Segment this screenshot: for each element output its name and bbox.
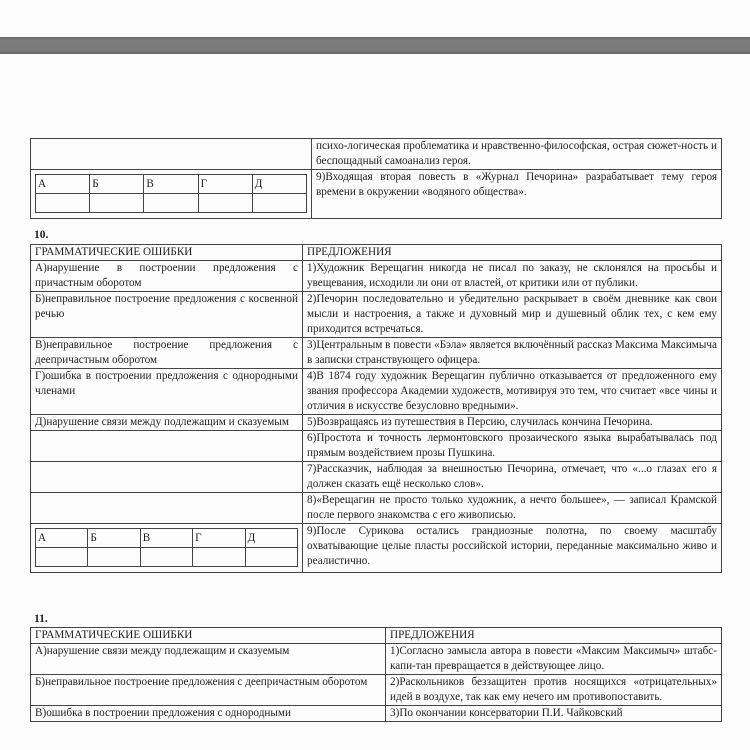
answer-box[interactable] [88, 548, 140, 567]
column-header: ПРЕДЛОЖЕНИЯ [386, 628, 722, 644]
answer-letter: А [36, 529, 88, 548]
sentence-cell: 3)Центральным в повести «Бэла» является включённый рассказ Максима Максимыча в записки странствующего офицера. [303, 338, 722, 369]
answer-box[interactable] [90, 194, 144, 213]
answer-box[interactable] [140, 548, 192, 567]
viewer-top-bar [0, 37, 750, 54]
answer-grid [35, 174, 307, 213]
error-cell: В)неправильное построение предложения с деепричастным оборотом [31, 338, 303, 369]
table-row [31, 415, 722, 431]
column-header: ПРЕДЛОЖЕНИЯ [303, 245, 722, 261]
answer-box[interactable] [144, 194, 198, 213]
answer-letter: Г [198, 175, 252, 194]
prev-task-table [30, 138, 722, 219]
sentence-cell: 6)Простота и точность лермонтовского прозаического языка вырабатывалась под прямым воздействием прозы Пушкина. [303, 431, 722, 462]
task10-table [30, 244, 722, 573]
task-number: 10. [34, 229, 49, 241]
sentence-cell: 5)Возвращаясь из путешествия в Персию, случилась кончина Печорина. [303, 415, 722, 431]
answer-box[interactable] [198, 194, 252, 213]
answer-grid [35, 528, 298, 567]
answer-box[interactable] [193, 548, 245, 567]
table-row [31, 261, 722, 292]
sentence-cell: 4)В 1874 году художник Верещагин публично отказывается от предложенного ему звания профессора Академии художеств, мотивируя это тем, что считает «все чины и отличия в искусстве безусловно вредными». [303, 369, 722, 415]
error-cell: А)нарушение в построении предложения с причастным оборотом [31, 261, 303, 292]
empty-cell [31, 139, 312, 170]
error-cell: Б)неправильное построение предложения с деепричастным оборотом [31, 675, 386, 706]
answer-letter: Б [88, 529, 140, 548]
answer-box[interactable] [36, 194, 90, 213]
sentence-cell: 1)Согласно замысла автора в повести «Максим Максимыч» штабс-капи-тан превращается в действующее лицо. [386, 644, 722, 675]
table-row [31, 524, 722, 573]
answer-letter: Б [90, 175, 144, 194]
answer-box[interactable] [36, 548, 88, 567]
error-cell: Б)неправильное построение предложения с косвенной речью [31, 292, 303, 338]
table-row [31, 369, 722, 415]
column-header: ГРАММАТИЧЕСКИЕ ОШИБКИ [31, 245, 303, 261]
empty-cell [31, 493, 303, 524]
answer-letter: А [36, 175, 90, 194]
answer-grid-cell [31, 524, 303, 573]
sentence-cell: 7)Рассказчик, наблюдая за внешностью Печорина, отмечает, что «...о глазах его я должен сказать ещё несколько слов». [303, 462, 722, 493]
empty-cell [31, 462, 303, 493]
table-row [31, 493, 722, 524]
error-cell: В)ошибка в построении предложения с однородными [31, 706, 386, 722]
column-header: ГРАММАТИЧЕСКИЕ ОШИБКИ [31, 628, 386, 644]
task11-table [30, 627, 722, 722]
answer-box[interactable] [252, 194, 306, 213]
answer-letter: В [144, 175, 198, 194]
table-header-row [31, 245, 722, 261]
sentence-cell: 9)После Сурикова остались грандиозные полотна, по своему масштабу охватывающие целые пласты российской истории, переданные максимально живо и реалистично. [303, 524, 722, 573]
error-cell: Д)нарушение связи между подлежащим и сказуемым [31, 415, 303, 431]
answer-box[interactable] [245, 548, 297, 567]
answer-grid-cell [31, 170, 312, 219]
sentence-cell: 2)Раскольников беззащитен против носящихся «отрицательных» идей в воздухе, так как ему нечего им противопоставить. [386, 675, 722, 706]
sentence-cell: 9)Входящая вторая повесть в «Журнал Печорина» разрабатывает тему героя времени в окружении «водяного общества». [312, 170, 722, 219]
answer-letter: Д [245, 529, 297, 548]
sentence-cell: 2)Печорин последовательно и убедительно раскрывает в своём дневнике как свои мысли и настроения, а также и духовный мир и душевный облик тех, с кем ему приходится встречаться. [303, 292, 722, 338]
table-row [31, 292, 722, 338]
task-number: 11. [34, 613, 48, 625]
table-row [31, 462, 722, 493]
sentence-cell: 1)Художник Верещагин никогда не писал по заказу, не склонялся на просьбы и увещевания, исходили ли они от властей, от критики или от публики. [303, 261, 722, 292]
sentence-cell: психо-логическая проблематика и нравственно-философская, острая сюжет-ность и беспощадный самоанализ героя. [312, 139, 722, 170]
error-cell: Г)ошибка в построении предложения с однородными членами [31, 369, 303, 415]
table-row [31, 644, 722, 675]
answer-letter: Г [193, 529, 245, 548]
table-row [31, 170, 722, 219]
table-row [31, 338, 722, 369]
error-cell: А)нарушение связи между подлежащим и сказуемым [31, 644, 386, 675]
table-row [31, 706, 722, 722]
sentence-cell: 8)«Верещагин не просто только художник, а нечто большее», — записал Крамской после первого знакомства с его живописью. [303, 493, 722, 524]
answer-letter: Д [252, 175, 306, 194]
table-row [31, 675, 722, 706]
answer-letter: В [140, 529, 192, 548]
table-row [31, 431, 722, 462]
table-row [31, 139, 722, 170]
sentence-cell: 3)По окончании консерватории П.И. Чайковский [386, 706, 722, 722]
table-header-row [31, 628, 722, 644]
empty-cell [31, 431, 303, 462]
